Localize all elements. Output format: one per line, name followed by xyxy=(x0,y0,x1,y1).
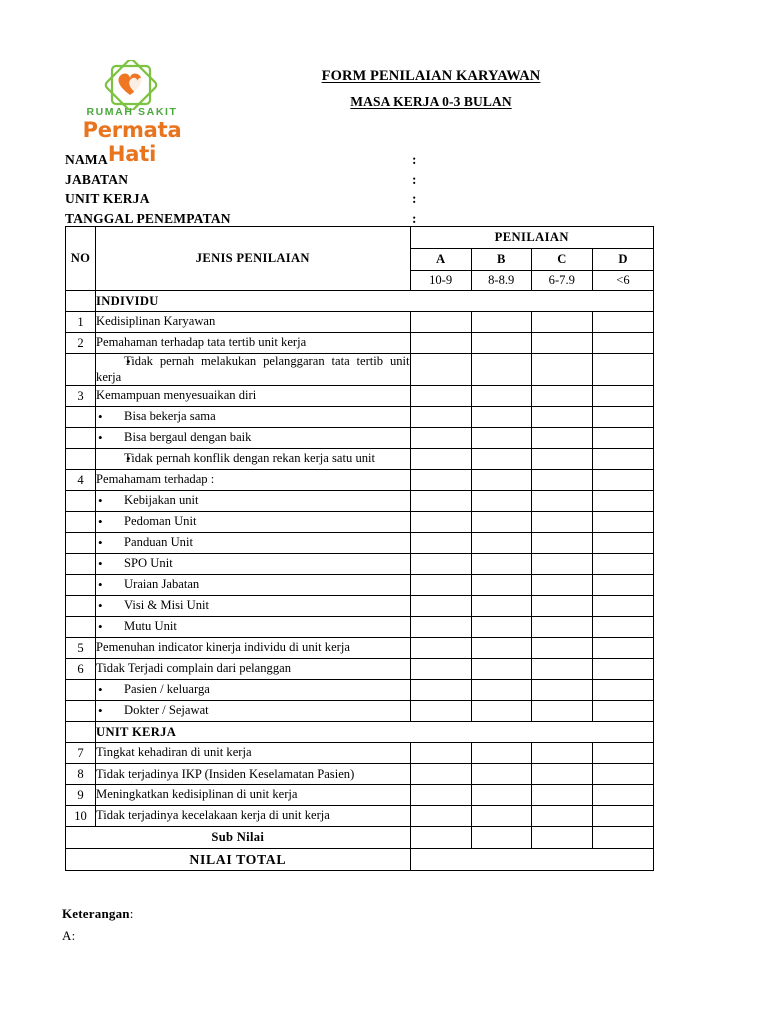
score-cell-c[interactable] xyxy=(531,743,592,764)
row-label xyxy=(96,806,411,827)
nilai-total-cell[interactable] xyxy=(410,849,653,871)
row-no xyxy=(66,491,96,512)
col-header-grade-a: A xyxy=(410,249,471,271)
table-row xyxy=(66,659,654,680)
row-label xyxy=(96,785,411,806)
row-no: 2 xyxy=(66,333,96,354)
table-row xyxy=(66,638,654,659)
score-cell-a[interactable] xyxy=(410,596,471,617)
score-cell-c[interactable] xyxy=(531,491,592,512)
score-cell-d[interactable] xyxy=(592,617,653,638)
score-cell-b[interactable] xyxy=(471,449,531,470)
row-no: 4 xyxy=(66,470,96,491)
score-cell-a[interactable] xyxy=(410,806,471,827)
row-text: Pemahaman terhadap tata tertib unit kerja xyxy=(96,335,307,350)
score-cell-a[interactable] xyxy=(410,407,471,428)
score-cell-a[interactable] xyxy=(410,785,471,806)
row-no: 5 xyxy=(66,638,96,659)
score-cell-c[interactable] xyxy=(531,449,592,470)
row-no xyxy=(66,554,96,575)
document-titles xyxy=(196,64,666,114)
row-text: Pemenuhan indicator kinerja individu di unit kerja xyxy=(96,640,350,655)
heart-in-star-icon xyxy=(96,60,166,110)
score-cell-a[interactable] xyxy=(410,312,471,333)
score-cell-d[interactable] xyxy=(592,428,653,449)
row-text: • Visi & Misi Unit xyxy=(96,598,410,614)
score-cell-a[interactable] xyxy=(410,386,471,407)
score-cell-b[interactable] xyxy=(471,617,531,638)
col-header-range-b: 8-8.9 xyxy=(471,271,531,291)
score-cell-c[interactable] xyxy=(531,764,592,785)
row-label xyxy=(96,449,411,470)
score-cell-d[interactable] xyxy=(592,806,653,827)
table-row xyxy=(66,764,654,785)
row-no xyxy=(66,407,96,428)
row-text: Kemampuan menyesuaikan diri xyxy=(96,388,257,403)
col-header-range-c: 6-7.9 xyxy=(531,271,592,291)
row-label xyxy=(96,407,411,428)
row-text: Tidak terjadinya IKP (Insiden Keselamatan Pasien) xyxy=(96,767,355,781)
score-cell-a[interactable] xyxy=(410,575,471,596)
score-cell-c[interactable] xyxy=(531,617,592,638)
row-label xyxy=(96,659,411,680)
document-footer xyxy=(62,903,662,947)
score-cell-c[interactable] xyxy=(531,638,592,659)
score-cell-a[interactable] xyxy=(410,333,471,354)
sub-nilai-cell-a[interactable] xyxy=(410,827,471,849)
row-label xyxy=(96,638,411,659)
score-cell-b[interactable] xyxy=(471,659,531,680)
row-label xyxy=(96,491,411,512)
score-cell-b[interactable] xyxy=(471,312,531,333)
field-colon-nama: : xyxy=(412,152,417,167)
table-row xyxy=(66,617,654,638)
row-label xyxy=(96,533,411,554)
field-label-nama: NAMA xyxy=(65,152,108,167)
score-cell-b[interactable] xyxy=(471,470,531,491)
row-label xyxy=(96,617,411,638)
score-cell-d[interactable] xyxy=(592,743,653,764)
row-label xyxy=(96,596,411,617)
score-cell-b[interactable] xyxy=(471,533,531,554)
row-text: • Dokter / Sejawat xyxy=(96,703,410,719)
score-cell-b[interactable] xyxy=(471,407,531,428)
score-cell-b[interactable] xyxy=(471,333,531,354)
row-no: 6 xyxy=(66,659,96,680)
row-text: • Bisa bergaul dengan baik xyxy=(96,430,410,446)
row-label xyxy=(96,743,411,764)
col-header-penilaian: PENILAIAN xyxy=(410,227,653,249)
score-cell-d[interactable] xyxy=(592,554,653,575)
sub-nilai-cell-b[interactable] xyxy=(471,827,531,849)
field-row-nama xyxy=(65,150,655,170)
row-text: Tidak terjadinya kecelakaan kerja di unit kerja xyxy=(96,808,330,823)
row-text: • Pedoman Unit xyxy=(96,514,410,530)
score-cell-d[interactable] xyxy=(592,596,653,617)
table-row xyxy=(66,533,654,554)
table-row xyxy=(66,743,654,764)
table-head-row-1 xyxy=(66,227,654,249)
score-cell-d[interactable] xyxy=(592,533,653,554)
field-row-unit-kerja xyxy=(65,189,655,209)
score-cell-c[interactable] xyxy=(531,596,592,617)
score-cell-c[interactable] xyxy=(531,333,592,354)
keterangan-heading xyxy=(62,903,662,925)
table-row xyxy=(66,407,654,428)
score-cell-b[interactable] xyxy=(471,596,531,617)
table-row-section-individu xyxy=(66,291,654,312)
score-cell-c[interactable] xyxy=(531,354,592,386)
score-cell-d[interactable] xyxy=(592,449,653,470)
page-title: FORM PENILAIAN KARYAWAN xyxy=(321,68,541,84)
field-label-unit-kerja: UNIT KERJA xyxy=(65,191,150,206)
row-no xyxy=(66,722,96,743)
score-cell-d[interactable] xyxy=(592,354,653,386)
row-text: Meningkatkan kedisiplinan di unit kerja xyxy=(96,787,298,802)
score-cell-d[interactable] xyxy=(592,785,653,806)
score-cell-c[interactable] xyxy=(531,554,592,575)
row-no xyxy=(66,428,96,449)
row-text: Kedisiplinan Karyawan xyxy=(96,314,216,329)
identity-fields xyxy=(65,150,655,228)
score-cell-c[interactable] xyxy=(531,785,592,806)
table-row-section-unit-kerja xyxy=(66,722,654,743)
score-cell-a[interactable] xyxy=(410,680,471,701)
table-row xyxy=(66,806,654,827)
row-no: 10 xyxy=(66,806,96,827)
row-label xyxy=(96,764,411,785)
score-cell-d[interactable] xyxy=(592,312,653,333)
col-header-grade-d: D xyxy=(592,249,653,271)
score-cell-b[interactable] xyxy=(471,386,531,407)
row-text: • Tidak pernah konflik dengan rekan kerja satu unit xyxy=(96,451,410,467)
row-label xyxy=(96,354,411,386)
table-row-nilai-total xyxy=(66,849,654,871)
score-cell-b[interactable] xyxy=(471,491,531,512)
row-no xyxy=(66,701,96,722)
score-cell-a[interactable] xyxy=(410,701,471,722)
row-no: 3 xyxy=(66,386,96,407)
score-cell-a[interactable] xyxy=(410,512,471,533)
table-row xyxy=(66,701,654,722)
row-no xyxy=(66,291,96,312)
score-cell-b[interactable] xyxy=(471,680,531,701)
row-label xyxy=(96,575,411,596)
row-no xyxy=(66,449,96,470)
score-cell-d[interactable] xyxy=(592,680,653,701)
score-cell-d[interactable] xyxy=(592,470,653,491)
field-row-jabatan xyxy=(65,170,655,190)
field-label-tanggal-penempatan: TANGGAL PENEMPATAN xyxy=(65,210,231,226)
row-label xyxy=(96,312,411,333)
row-label xyxy=(96,333,411,354)
score-cell-a[interactable] xyxy=(410,743,471,764)
score-cell-b[interactable] xyxy=(471,554,531,575)
table-row xyxy=(66,354,654,386)
table-row xyxy=(66,333,654,354)
score-cell-d[interactable] xyxy=(592,659,653,680)
row-no xyxy=(66,680,96,701)
score-cell-c[interactable] xyxy=(531,680,592,701)
score-cell-a[interactable] xyxy=(410,533,471,554)
score-cell-b[interactable] xyxy=(471,743,531,764)
table-row xyxy=(66,512,654,533)
page-subtitle: MASA KERJA 0-3 BULAN xyxy=(350,94,512,109)
nilai-total-label: NILAI TOTAL xyxy=(66,849,411,871)
table-row-sub-nilai xyxy=(66,827,654,849)
field-colon-jabatan: : xyxy=(412,171,417,187)
row-no: 1 xyxy=(66,312,96,333)
score-cell-d[interactable] xyxy=(592,407,653,428)
score-cell-b[interactable] xyxy=(471,512,531,533)
field-colon-tanggal-penempatan: : xyxy=(412,210,417,226)
score-cell-a[interactable] xyxy=(410,428,471,449)
table-row xyxy=(66,680,654,701)
score-cell-c[interactable] xyxy=(531,659,592,680)
table-row xyxy=(66,596,654,617)
table-row xyxy=(66,491,654,512)
score-cell-a[interactable] xyxy=(410,449,471,470)
score-cell-c[interactable] xyxy=(531,701,592,722)
score-cell-a[interactable] xyxy=(410,617,471,638)
score-cell-d[interactable] xyxy=(592,764,653,785)
row-label xyxy=(96,554,411,575)
row-text: Tingkat kehadiran di unit kerja xyxy=(96,745,252,760)
row-no xyxy=(66,575,96,596)
score-cell-b[interactable] xyxy=(471,575,531,596)
row-text: • Mutu Unit xyxy=(96,619,410,635)
col-header-range-d: <6 xyxy=(592,271,653,291)
row-text: • Pasien / keluarga xyxy=(96,682,410,698)
row-no xyxy=(66,596,96,617)
score-cell-c[interactable] xyxy=(531,470,592,491)
row-text: • Panduan Unit xyxy=(96,535,410,551)
row-no xyxy=(66,533,96,554)
score-cell-b[interactable] xyxy=(471,428,531,449)
keterangan-colon: : xyxy=(129,906,134,921)
row-no: 7 xyxy=(66,743,96,764)
col-header-grade-c: C xyxy=(531,249,592,271)
row-no: 8 xyxy=(66,764,96,785)
col-header-grade-b: B xyxy=(471,249,531,271)
table-row xyxy=(66,312,654,333)
section-label-unit-kerja: UNIT KERJA xyxy=(96,722,654,743)
score-cell-c[interactable] xyxy=(531,575,592,596)
row-text: • Kebijakan unit xyxy=(96,493,410,509)
sub-nilai-cell-c[interactable] xyxy=(531,827,592,849)
table-row xyxy=(66,428,654,449)
sub-nilai-cell-d[interactable] xyxy=(592,827,653,849)
score-cell-a[interactable] xyxy=(410,354,471,386)
row-label xyxy=(96,680,411,701)
score-cell-b[interactable] xyxy=(471,701,531,722)
col-header-no: NO xyxy=(66,227,96,291)
row-label xyxy=(96,428,411,449)
row-text: • Uraian Jabatan xyxy=(96,577,410,593)
row-no: 9 xyxy=(66,785,96,806)
score-cell-d[interactable] xyxy=(592,386,653,407)
logo-name: Permata Hati xyxy=(82,118,182,166)
score-cell-c[interactable] xyxy=(531,806,592,827)
score-cell-d[interactable] xyxy=(592,701,653,722)
row-label xyxy=(96,386,411,407)
score-cell-c[interactable] xyxy=(531,386,592,407)
table-row xyxy=(66,575,654,596)
table-row xyxy=(66,470,654,491)
sub-nilai-label: Sub Nilai xyxy=(66,827,411,849)
table-row xyxy=(66,785,654,806)
field-label-jabatan: JABATAN xyxy=(65,171,129,187)
score-cell-c[interactable] xyxy=(531,312,592,333)
table-row xyxy=(66,554,654,575)
score-cell-c[interactable] xyxy=(531,533,592,554)
table-row xyxy=(66,386,654,407)
table-head xyxy=(66,227,654,291)
score-cell-d[interactable] xyxy=(592,575,653,596)
score-cell-b[interactable] xyxy=(471,764,531,785)
row-text: • Bisa bekerja sama xyxy=(96,409,410,425)
score-cell-a[interactable] xyxy=(410,470,471,491)
score-cell-b[interactable] xyxy=(471,638,531,659)
score-cell-d[interactable] xyxy=(592,491,653,512)
keterangan-grade-a: A: xyxy=(62,928,76,943)
score-cell-c[interactable] xyxy=(531,512,592,533)
score-cell-a[interactable] xyxy=(410,638,471,659)
row-text: • SPO Unit xyxy=(96,556,410,572)
row-label xyxy=(96,470,411,491)
score-cell-a[interactable] xyxy=(410,659,471,680)
field-colon-unit-kerja: : xyxy=(412,191,417,206)
keterangan-label: Keterangan xyxy=(62,906,130,921)
table-body xyxy=(66,291,654,871)
row-text: Pemahamam terhadap : xyxy=(96,472,215,487)
score-cell-d[interactable] xyxy=(592,638,653,659)
logo-subtitle: RUMAH SAKIT xyxy=(86,106,178,118)
score-cell-a[interactable] xyxy=(410,491,471,512)
score-cell-c[interactable] xyxy=(531,407,592,428)
score-cell-d[interactable] xyxy=(592,333,653,354)
score-cell-d[interactable] xyxy=(592,512,653,533)
row-label xyxy=(96,701,411,722)
score-cell-c[interactable] xyxy=(531,428,592,449)
score-cell-b[interactable] xyxy=(471,785,531,806)
table-row xyxy=(66,449,654,470)
section-label-individu: INDIVIDU xyxy=(96,291,654,312)
score-cell-b[interactable] xyxy=(471,354,531,386)
col-header-range-a: 10-9 xyxy=(410,271,471,291)
row-text: Tidak Terjadi complain dari pelanggan xyxy=(96,661,292,676)
row-no xyxy=(66,354,96,386)
col-header-jenis-penilaian: JENIS PENILAIAN xyxy=(96,227,411,291)
row-no xyxy=(66,512,96,533)
row-label xyxy=(96,512,411,533)
row-no xyxy=(66,617,96,638)
score-cell-a[interactable] xyxy=(410,764,471,785)
score-cell-a[interactable] xyxy=(410,554,471,575)
score-cell-b[interactable] xyxy=(471,806,531,827)
row-text: • Tidak pernah melakukan pelanggaran tata tertib unit kerja xyxy=(96,354,410,385)
assessment-table xyxy=(65,226,654,871)
